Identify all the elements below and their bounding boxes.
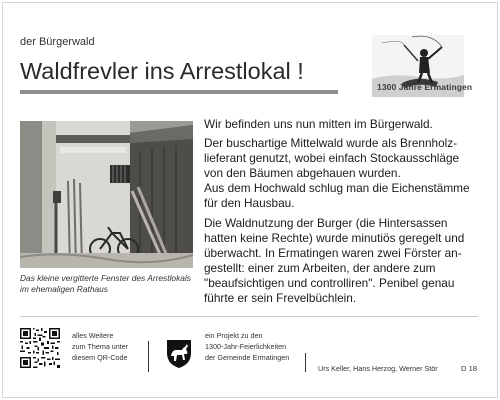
page-number: D 18 [461,364,478,373]
authors: Urs Keller, Hans Herzog, Werner Stör [318,364,438,373]
paragraph-intro [204,117,480,132]
jubilee-logo-text: 1300 Jahre Ermatingen [377,82,473,92]
caption-line: Das kleine vergitterte Fenster des Arrestlokals [20,273,191,283]
text-line: überwacht. In Ermatingen waren zwei Förster an- [204,245,462,260]
arrest-room-photo [20,121,193,268]
paragraph-forest-use [204,216,480,307]
qr-hint-line: diesem QR-Code [72,352,128,362]
project-line: ein Projekt zu den [205,331,263,340]
qr-hint-line: alles Weitere [72,331,114,340]
footer-separator [148,341,149,372]
text-line: Der buschartige Mittelwald wurde als Brennholz- [204,136,458,151]
text-line: für den Hausbau. [204,196,295,211]
project-note [205,331,289,363]
text-line: Aus dem Hochwald schlug man die Eichenstämme [204,181,470,196]
text-line: hatten keine Rechte) wurde minutiös geregelt und [204,230,465,245]
section-kicker: der Bürgerwald [20,36,95,48]
text-line: führte er sein Frevelbüchlein. [204,291,357,306]
footer-separator [305,353,306,372]
qr-hint-line: zum Thema unter [72,341,129,351]
municipal-crest-icon [166,339,192,369]
page-title: Waldfrevler ins Arrestlokal ! [20,58,304,84]
footer-divider [20,316,478,317]
text-line: "beaufsichtigen und controlliren". Penibel genau [204,275,455,290]
text-line: Die Waldnutzung der Burger (die Hintersassen [204,215,448,230]
text-line: gestellt: einer zum Arbeiten, der andere zum [204,260,436,275]
body-text [204,117,480,310]
title-underline [20,90,338,94]
text-line: lieferant genutzt, wobei einfach Stockausschläge [204,151,460,166]
caption-line: im ehemaligen Rathaus [20,284,108,294]
paragraph-middle-forest [204,136,480,211]
text-line: von den Bäumen abgehauen wurden. [204,166,401,181]
project-line: 1300-Jahr-Feierlichkeiten [205,341,287,351]
qr-code-icon[interactable] [20,328,60,368]
text-line: Wir befinden uns nun mitten im Bürgerwald. [204,117,433,131]
qr-hint [72,331,128,363]
photo-caption [20,273,200,295]
project-line: der Gemeinde Ermatingen [205,352,290,362]
